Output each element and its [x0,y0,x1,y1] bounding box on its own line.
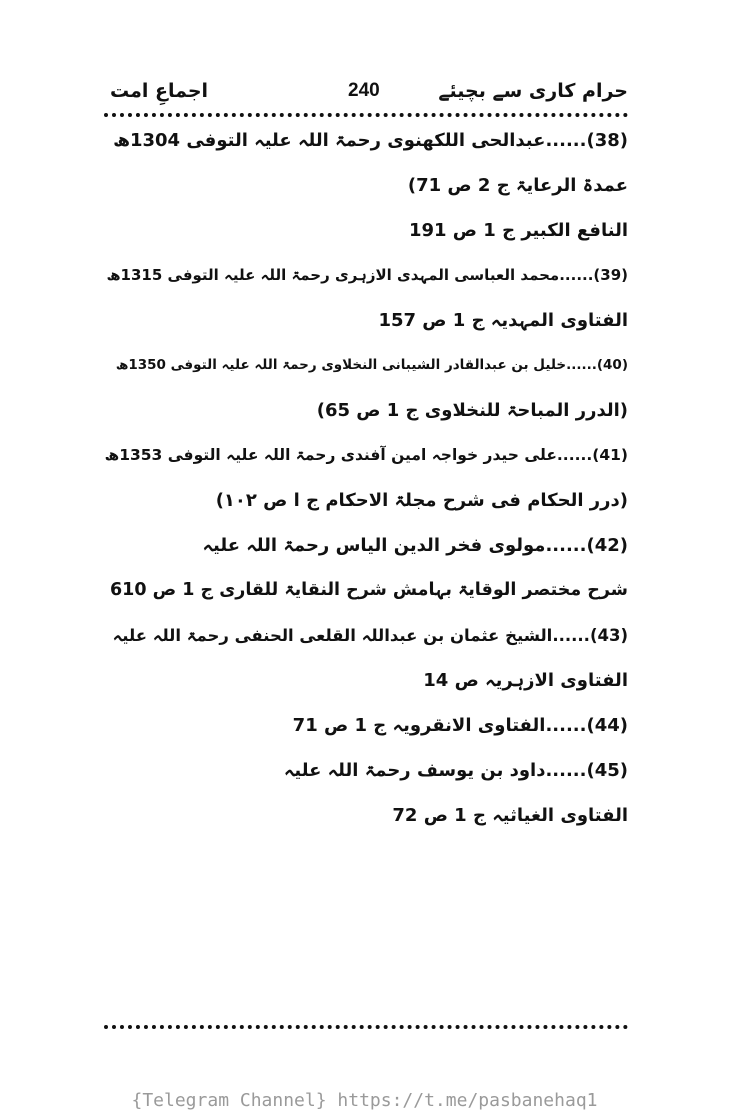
entry-38: (38)......عبدالحی اللکھنوی رحمۃ اللہ علیہ التوفی 1304ھ [113,130,628,151]
header-divider [104,113,628,117]
watermark-text: {Telegram Channel} https://t.me/pasbanehaq1 [131,1090,598,1111]
reference-line: (درر الحکام فی شرح مجلۃ الاحکام ج ا ص ۱۰۲) [215,490,628,511]
page-body [104,118,628,838]
reference-line: الفتاوی الغیاثیہ ج 1 ص 72 [392,805,628,826]
reference-line: الفتاوی المہدیہ ج 1 ص 157 [378,310,628,331]
entry-45: (45)......داود بن یوسف رحمۃ اللہ علیہ [283,760,628,781]
entry-40: (40)......خلیل بن عبدالقادر الشیبانی النخلاوی رحمۃ اللہ علیہ التوفی 1350ھ [115,357,628,373]
entry-42: (42)......مولوی فخر الدین الیاس رحمۃ اللہ علیہ [202,535,628,556]
reference-line: النافع الکبیر ج 1 ص 191 [408,220,628,241]
footer-divider [104,1025,628,1029]
entry-39: (39)......محمد العباسی المہدی الازہری رحمۃ اللہ علیہ التوفی 1315ھ [106,266,628,284]
entry-43: (43)......الشیخ عثمان بن عبداللہ القلعی الحنفی رحمۃ اللہ علیہ [112,626,628,645]
reference-line: عمدۃ الرعایۃ ج 2 ص 71) [407,175,628,196]
reference-line: شرح مختصر الوقایۃ بہامش شرح النقایۃ للقاری ج 1 ص 610 [109,580,628,600]
chapter-title: اجماعِ امت [110,80,209,102]
reference-line: الفتاوی الازہریہ ص 14 [423,670,628,691]
reference-line: (الدرر المباحۃ للنخلاوی ج 1 ص 65) [316,400,628,421]
entry-41: (41)......علی حیدر خواجہ امین آفندی رحمۃ اللہ علیہ التوفی 1353ھ [104,446,628,464]
entry-44: (44)......الفتاوی الانقرویہ ج 1 ص 71 [292,715,628,736]
book-title: حرام کاری سے بچیئے [438,80,628,102]
page-number: 240 [348,80,380,101]
page-header [104,80,628,110]
